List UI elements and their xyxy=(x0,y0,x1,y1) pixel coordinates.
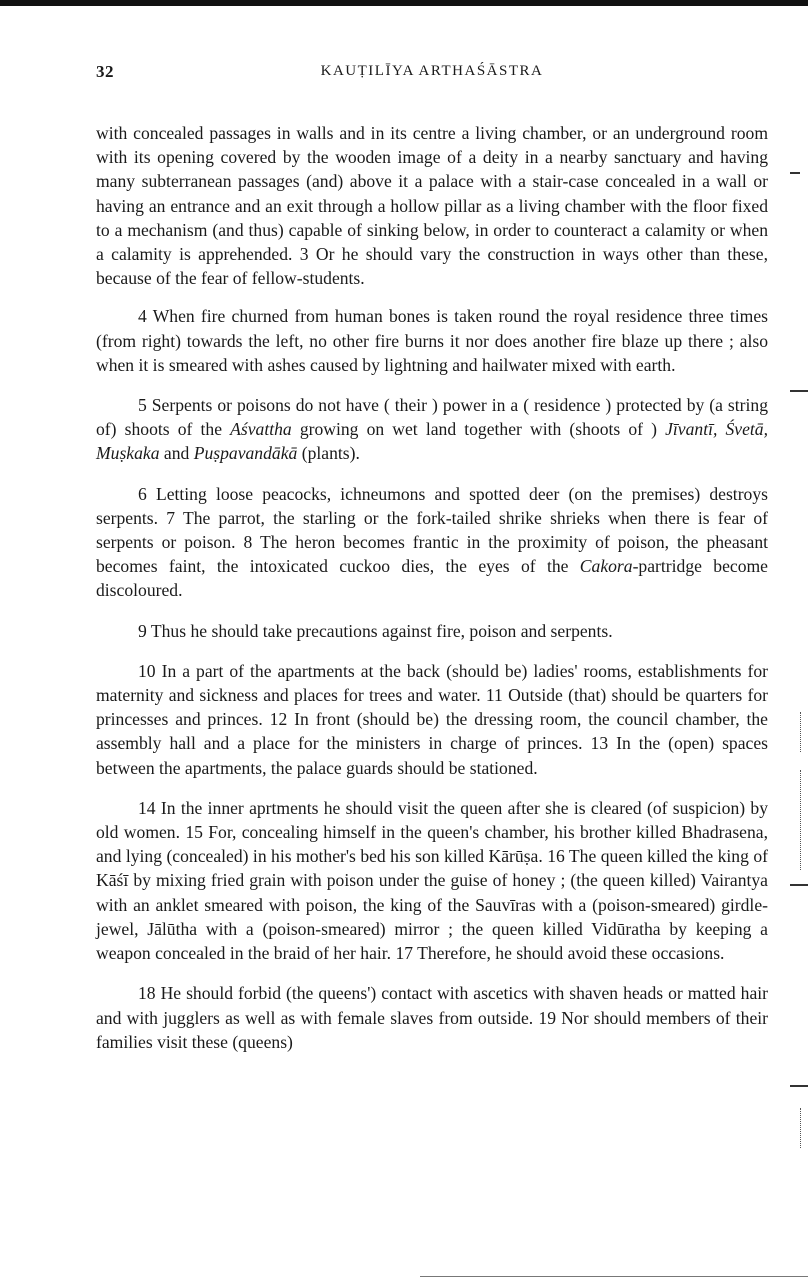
sentence-number: 12 xyxy=(269,709,288,730)
italic-term: Aśvattha xyxy=(230,419,292,440)
text-run: growing on wet land together with (shoots of ) xyxy=(291,419,666,440)
text-run: Thus he should take precautions against fire, poison and serpents. xyxy=(146,620,613,641)
paragraph-serpent-plants xyxy=(96,393,768,466)
sentence-number: 19 xyxy=(538,1007,557,1028)
page-number: 32 xyxy=(96,62,114,81)
margin-mark xyxy=(790,884,808,886)
text-run: The parrot, the starling or the fork-tailed shrike shrieks when there is fear of serpents or poison. xyxy=(96,507,768,553)
text-run: The queen killed the king of Kāśī by mixing fried grain with poison under the guise of honey ; (the queen killed) Vairantya with an anklet smeared with poison, the king of the Sauvīras with a (poison-smeared) girdle-jewel, Jālūtha with a (poison-smeared) mirror ; the queen killed Vidūratha by keeping a weapon concealed in the braid of her hair. xyxy=(96,846,769,964)
body-text xyxy=(96,121,768,1070)
sentence-number: 3 xyxy=(299,244,309,265)
text-run: with concealed passages in walls and in its centre a living chamber, or an underground room with its opening covered by the wooden image of a deity in a nearby sanctuary and having many subterranean passages (and) above it a palace with a stair-case concealed in a wall or having an entrance and an exit through a hollow pillar as a living chamber with the floor fixed to a mechanism (and thus) capable of sinking below, in order to counteract a calamity or when a calamity is apprehended. xyxy=(96,123,768,265)
margin-mark xyxy=(790,390,808,392)
margin-dotted-line xyxy=(800,1108,802,1148)
paragraph-apartments xyxy=(96,659,768,780)
italic-term: Puṣpavandākā xyxy=(193,443,298,464)
sentence-number: 9 xyxy=(138,620,147,641)
paragraph-fire-protection xyxy=(96,304,768,377)
sentence-number: 18 xyxy=(138,983,156,1004)
text-run: Nor should members of their families visit these (queens) xyxy=(96,1007,768,1052)
sentence-number: 13 xyxy=(590,733,609,754)
sentence-number: 16 xyxy=(547,846,565,867)
margin-mark xyxy=(790,172,800,174)
paragraph-precautions xyxy=(96,619,768,643)
sentence-number: 17 xyxy=(395,943,414,964)
text-run: Or he should vary the construction in ways other than these, because of the fear of fellow-students. xyxy=(96,244,768,289)
text-run: In the (open) spaces between the apartments, the palace guards should be stationed. xyxy=(96,733,768,778)
text-run: In a part of the apartments at the back (should be) ladies' rooms, establishments for maternity and sickness and places for trees and water. xyxy=(96,660,768,706)
text-run: The heron becomes frantic in the proximity of poison, the pheasant becomes faint, the intoxicated cuckoo dies, the eyes of the xyxy=(96,532,768,577)
text-run: For, concealing himself in the queen's chamber, his brother killed Bhadrasena, and lying (concealed) in his mother's bed his son killed Kārūṣa. xyxy=(96,822,768,867)
sentence-number: 14 xyxy=(138,797,156,818)
text-run: Outside (that) should be quarters for princesses and princes. xyxy=(96,685,768,730)
text-run: (plants). xyxy=(297,443,360,464)
sentence-number: 8 xyxy=(243,532,253,553)
margin-dotted-line xyxy=(800,712,802,752)
running-head xyxy=(96,62,768,86)
bottom-rule xyxy=(420,1276,808,1277)
sentence-number: 6 xyxy=(138,483,147,504)
sentence-number: 5 xyxy=(138,395,147,416)
sentence-number: 4 xyxy=(138,306,147,327)
paragraph-queen-visit xyxy=(96,796,768,965)
paragraph-animals-poison xyxy=(96,482,768,603)
sentence-number: 7 xyxy=(166,507,176,528)
margin-dotted-line xyxy=(800,770,802,870)
paragraph-ascetics xyxy=(96,981,768,1054)
text-run: and xyxy=(159,443,194,464)
italic-term: Jīvantī, Śvetā, Muṣkaka xyxy=(96,419,769,464)
text-run: Therefore, he should avoid these occasions. xyxy=(413,943,725,964)
text-run: Letting loose peacocks, ichneumons and spotted deer (on the premises) destroys serpents. xyxy=(96,483,768,528)
text-run: Serpents or poisons do not have ( their ) power in a ( residence ) protected by (a string of) shoots of the xyxy=(96,395,768,440)
top-border-rule xyxy=(0,0,808,6)
paragraph-continued xyxy=(96,121,768,290)
italic-term: Cakora xyxy=(579,556,633,577)
text-run: -partridge become discoloured. xyxy=(96,556,768,601)
text-run: When fire churned from human bones is taken round the royal residence three times (from right) towards the left, no other fire burns it nor does another fire blaze up there ; also when it is smeared with ashes caused by lightning and hailwater mixed with earth. xyxy=(96,306,768,375)
text-run: In front (should be) the dressing room, the council chamber, the assembly hall and a place for the ministers in charge of princes. xyxy=(96,709,768,754)
sentence-number: 15 xyxy=(185,822,203,843)
book-title: KAUṬILĪYA ARTHAŚĀSTRA xyxy=(320,63,544,79)
margin-mark xyxy=(790,1085,808,1087)
sentence-number: 10 xyxy=(138,660,156,681)
sentence-number: 11 xyxy=(485,685,503,706)
text-run: In the inner aprtments he should visit the queen after she is cleared (of suspicion) by old women. xyxy=(96,797,768,843)
text-run: He should forbid (the queens') contact with ascetics with shaven heads or matted hair and with jugglers as well as with female slaves from outside. xyxy=(96,983,768,1028)
